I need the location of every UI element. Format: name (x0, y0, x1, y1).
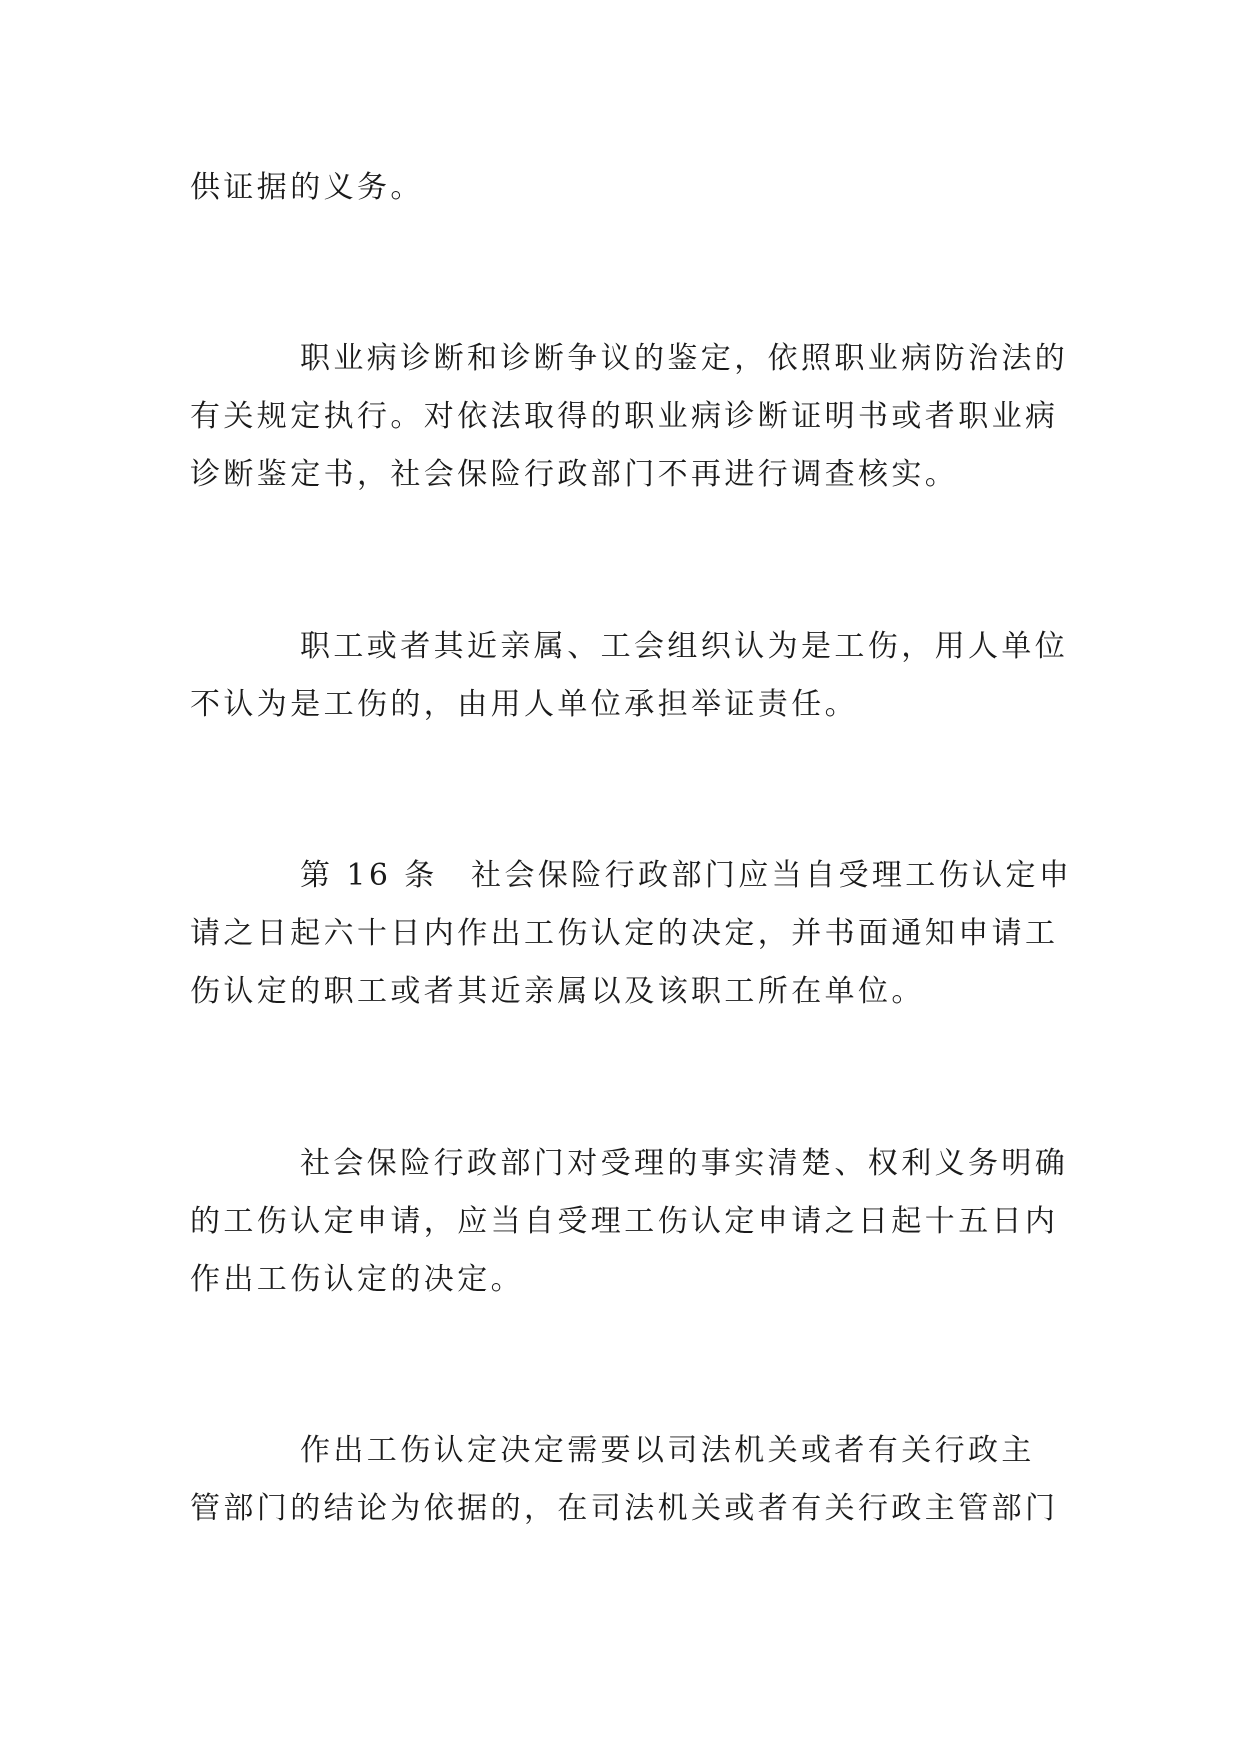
paragraph-2-line-3: 诊断鉴定书，社会保险行政部门不再进行调查核实。 (190, 457, 959, 492)
paragraph-2-line-2: 有关规定执行。对依法取得的职业病诊断证明书或者职业病 (190, 399, 1059, 434)
paragraph-3-line-1: 职工或者其近亲属、工会组织认为是工伤，用人单位 (300, 629, 1069, 664)
article-16-line-2: 请之日起六十日内作出工伤认定的决定，并书面通知申请工 (190, 916, 1059, 951)
paragraph-2-line-1: 职业病诊断和诊断争议的鉴定，依照职业病防治法的 (300, 341, 1069, 376)
article-16-line-1: 第 16 条 社会保险行政部门应当自受理工伤认定申 (300, 858, 1073, 893)
paragraph-6-line-1: 作出工伤认定决定需要以司法机关或者有关行政主 (300, 1433, 1035, 1468)
article-16-line-3: 伤认定的职工或者其近亲属以及该职工所在单位。 (190, 974, 925, 1009)
paragraph-1-line-1: 供证据的义务。 (190, 170, 424, 205)
paragraph-5-line-3: 作出工伤认定的决定。 (190, 1262, 524, 1297)
paragraph-5-line-2: 的工伤认定申请，应当自受理工伤认定申请之日起十五日内 (190, 1204, 1059, 1239)
paragraph-6-line-2: 管部门的结论为依据的，在司法机关或者有关行政主管部门 (190, 1491, 1059, 1526)
paragraph-3-line-2: 不认为是工伤的，由用人单位承担举证责任。 (190, 687, 858, 722)
paragraph-5-line-1: 社会保险行政部门对受理的事实清楚、权利义务明确 (300, 1146, 1069, 1181)
